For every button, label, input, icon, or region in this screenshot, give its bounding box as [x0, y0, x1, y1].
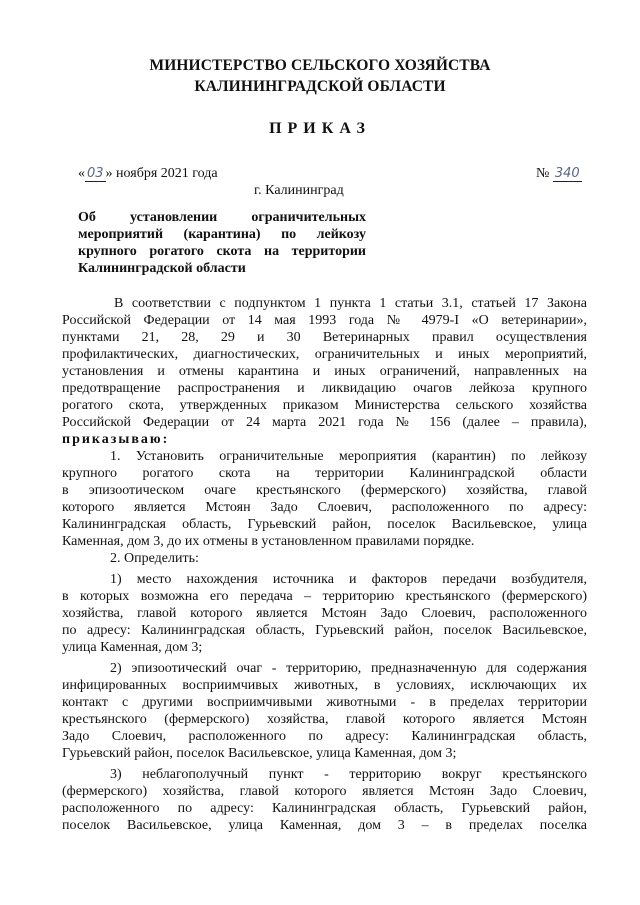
body-line: Каменная, дом 3, до их отмены в установленном правилами порядке.	[62, 534, 475, 549]
ministry-name-line-2: КАЛИНИНГРАДСКОЙ ОБЛАСТИ	[194, 78, 446, 95]
body-line: 2) эпизоотический очаг - территорию, предназначенную для содержания	[110, 661, 587, 676]
document-title: ПРИКАЗ	[269, 120, 371, 137]
subject-line: мероприятий (карантина) по лейкозу	[78, 227, 366, 242]
body-line: В соответствии с подпунктом 1 пункта 1 статьи 3.1, статьей 17 Закона	[114, 296, 587, 311]
date-quote-open: «	[78, 166, 85, 181]
order-number	[536, 165, 582, 182]
body-line: Гурьевский район, поселок Васильевское, улица Каменная, дом 3;	[62, 746, 457, 761]
subject-line: Калининградской области	[78, 261, 246, 276]
order-subject	[78, 209, 366, 277]
body-line: расположенного по адресу: Калининградская область, Гурьевский район,	[62, 801, 587, 816]
body-line: инфицированных восприимчивых животных, в условиях, исключающих их	[62, 678, 587, 693]
handwritten-number: 340	[554, 166, 580, 181]
body-line: 3) неблагополучный пункт - территорию вокруг крестьянского	[110, 767, 587, 782]
body-line: Российской Федерации от 24 марта 2021 года № 156 (далее – правила),	[62, 415, 587, 430]
body-line: улица Каменная, дом 3;	[62, 640, 203, 655]
handwritten-day: 03	[87, 166, 104, 181]
body-line: в эпизоотическом очаге крестьянского (фермерского) хозяйства, главой	[62, 483, 587, 498]
order-verb: приказываю:	[62, 432, 170, 447]
body-line: 1. Установить ограничительные мероприятия (карантин) по лейкозу	[110, 449, 587, 464]
body-line: Российской Федерации от 14 мая 1993 года № 4979-I «О ветеринарии»,	[62, 313, 587, 328]
body-line: поселок Васильевское, улица Каменная, дом 3 – в пределах поселка	[62, 818, 587, 833]
body-line: контакт с другими восприимчивыми животными - в пределах территории	[62, 695, 587, 710]
order-date	[78, 165, 218, 182]
body-line: (фермерского) хозяйства, главой которого является Мстоян Задо Слоевич,	[62, 784, 587, 799]
subject-line: Об установлении ограничительных	[78, 210, 366, 225]
date-rest: » ноября 2021 года	[105, 166, 218, 181]
order-body	[62, 295, 587, 834]
city: г. Калининград	[254, 183, 344, 198]
body-line: крестьянского (фермерского) хозяйства, главой которого является Мстоян	[62, 712, 587, 727]
body-line: Задо Слоевич, расположенного по адресу: Калининградская область,	[62, 729, 587, 744]
body-line: профилактических, диагностических, ограничительных и иных мероприятий,	[62, 347, 587, 362]
ministry-name-line-1: МИНИСТЕРСТВО СЕЛЬСКОГО ХОЗЯЙСТВА	[149, 57, 491, 74]
body-line: хозяйства, главой которого является Мстоян Задо Слоевич, расположенного	[62, 606, 587, 621]
subject-line: крупного рогатого скота на территории	[78, 244, 366, 259]
body-line: крупного рогатого скота на территории Калининградской области	[62, 466, 587, 481]
body-line: по адресу: Калининградская область, Гурьевский район, поселок Васильевское,	[62, 623, 587, 638]
body-line: установления и отмены карантина и иных ограничений, направленных на	[62, 364, 587, 379]
body-line: 1) место нахождения источника и факторов передачи возбудителя,	[110, 572, 587, 587]
body-line: Калининградская область, Гурьевский район, поселок Васильевское, улица	[62, 517, 587, 532]
body-line: пунктами 21, 28, 29 и 30 Ветеринарных правил осуществления	[62, 330, 587, 345]
body-line: которого является Мстоян Задо Слоевич, расположенного по адресу:	[62, 500, 587, 515]
body-line: рогатого скота, утвержденных приказом Министерства сельского хозяйства	[62, 398, 587, 413]
body-line: предотвращение распространения и ликвидацию очагов лейкоза крупного	[62, 381, 587, 396]
number-label: №	[536, 166, 550, 181]
body-line: 2. Определить:	[110, 551, 199, 566]
body-line: в которых возможна его передача – территорию крестьянского (фермерского)	[62, 589, 587, 604]
